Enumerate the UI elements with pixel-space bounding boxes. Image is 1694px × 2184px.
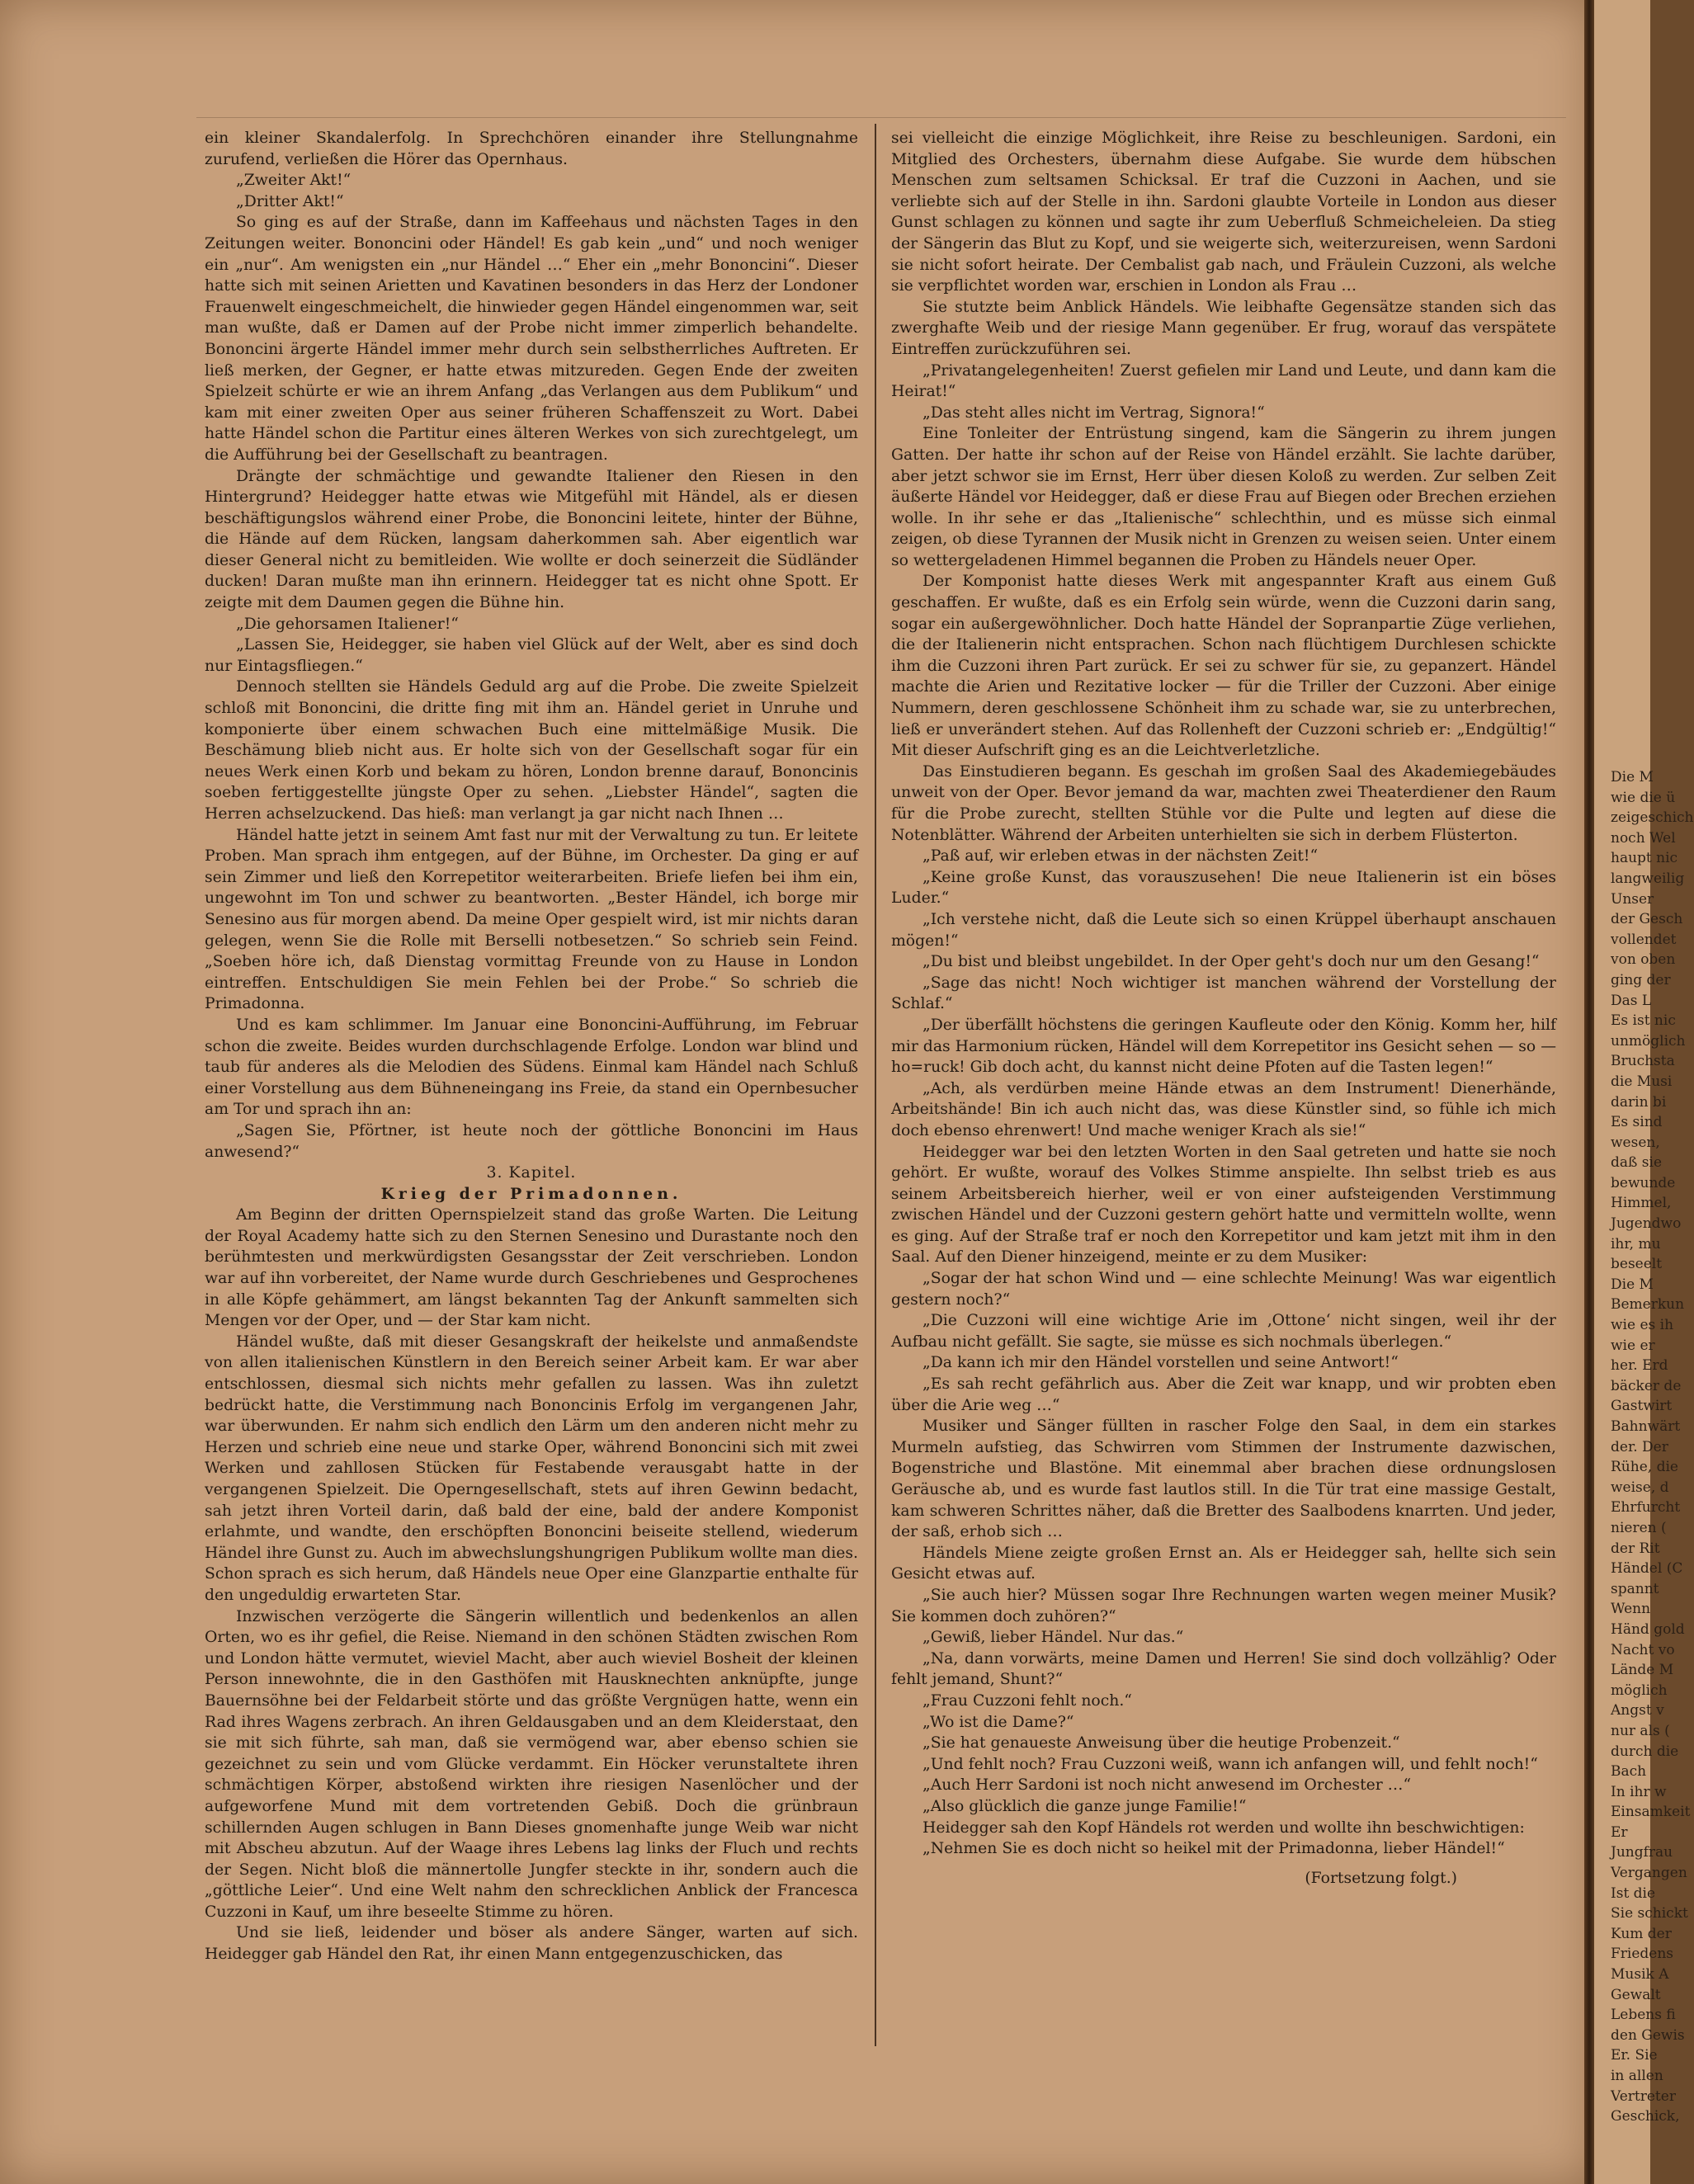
left-text-column [205, 128, 858, 1965]
paragraph: „Auch Herr Sardoni ist noch nicht anwesend im Orchester …“ [922, 1776, 1412, 1795]
adjacent-page-fragment: wesen, [1611, 1134, 1660, 1151]
adjacent-page-fragment: haupt nic [1611, 850, 1678, 867]
paragraph: „Der überfällt höchstens die geringen Kaufleute oder den König. Komm her, hilf mir das Harmonium rücken, Händel will dem Korrepetitor ins Gesicht sehen — so — ho=ruck! Gib doch acht, du kannst nicht deine Pfoten auf die Tasten legen!“ [891, 1016, 1556, 1077]
paragraph: „Wo ist die Dame?“ [922, 1713, 1074, 1731]
adjacent-page-fragment: Musik A [1611, 1966, 1669, 1984]
adjacent-page-fragment: der Gesch [1611, 911, 1683, 928]
adjacent-page-fragment: Sie schickt [1611, 1905, 1688, 1922]
adjacent-page-fragment: Die M [1611, 769, 1654, 785]
adjacent-page-fragment: nur als ( [1611, 1722, 1670, 1739]
paragraph: „Da kann ich mir den Händel vorstellen und seine Antwort!“ [922, 1354, 1399, 1372]
paragraph: „Sage das nicht! Noch wichtiger ist manchen während der Vorstellung der Schlaf.“ [891, 974, 1556, 1013]
adjacent-page-fragment: Er. Sie [1611, 2047, 1658, 2064]
chapter-number: 3. Kapitel. [486, 1164, 577, 1182]
adjacent-page-fragment: Ehrfurcht [1611, 1499, 1681, 1517]
adjacent-page-fragment: den Gewis [1611, 2026, 1685, 2044]
adjacent-page-fragment: Kum der [1611, 1925, 1672, 1942]
adjacent-page-fragment: langweilig [1611, 870, 1685, 887]
adjacent-page-fragment: Die M [1611, 1276, 1654, 1293]
adjacent-page-fragment: Nacht vo [1611, 1641, 1675, 1658]
paragraph: Der Komponist hatte dieses Werk mit angespannter Kraft aus einem Guß geschaffen. Er wußte, daß es ein Erfolg sein würde, wenn die Cuzzoni darin sang, sogar ein außergewöhnlicher. Doch hatte Händel der Sopranpartie Züge verliehen, die der Italienerin nicht entsprachen. Schon nach flüchtigem Durchlesen schickte ihm die Cuzzoni ihren Part zurück. Er sei zu schwer für sie, zu gepanzert. Händel machte die Arien und Rezitative locker — für die Triller der Cuzzoni. Aber einige Nummern, deren geschlossene Schönheit ihm zu schade war, sie zu unterbrechen, ließ er unverändert stehen. Auf das Rollenheft der Cuzzoni schrieb er: „Endgültig!“ Mit dieser Aufschrift ging es an die Leichtverletzliche. [891, 573, 1556, 760]
paragraph: „Sie auch hier? Müssen sogar Ihre Rechnungen warten wegen meiner Musik? Sie kommen doch zuhören?“ [891, 1586, 1556, 1625]
paragraph: Am Beginn der dritten Opernspielzeit stand das große Warten. Die Leitung der Royal Academy hatte sich zu den Sternen Senesino und Durastante noch den berühmtesten und merkwürdigsten Gesangsstar der Zeit verschrieben. London war auf ihn vorbereitet, der Name wurde durch Geschriebenes und Gesprochenes in alle Köpfe gehämmert, am längst bekannten Tag der Ankunft sammelten sich Mengen vor der Oper, und — der Star kam nicht. [205, 1206, 858, 1330]
paragraph: Händel wußte, daß mit dieser Gesangskraft der heikelste und anmaßendste von allen italienischen Künstlern in den Bereich seiner Arbeit kam. Er war aber entschlossen, diesmal sich nichts mehr gefallen zu lassen. Was ihn zuletzt bedrückt hatte, die Verstimmung nach Bononcinis Erfolg im vergangenen Jahr, war überwunden. Er nahm sich endlich den Lärm um den anderen nicht mehr zu Herzen und schrieb eine neue und starke Oper, während Bononcini sich mit zwei Werken und zahllosen Stücken für Festabende verausgabt hatte in der vergangenen Spielzeit. Die Operngesellschaft, stets auf ihren Gewinn bedacht, sah jetzt ihren Vorteil darin, daß bald der eine, bald der andere Komponist erlahmte, und wandte, den erschöpften Bononcini beiseite stellend, wiederum Händel ihre Gunst zu. Auch im abwechslungshungrigen Publikum wollte man dies. Schon sprach es sich herum, daß Händels neue Oper eine Glanzpartie enthalte für den ungeduldig erwarteten Star. [205, 1333, 858, 1604]
adjacent-page-fragment: noch Wel [1611, 829, 1676, 847]
book-spine [1584, 0, 1594, 2184]
adjacent-page-fragment: Händ gold [1611, 1620, 1685, 1638]
paragraph: „Und fehlt noch? Frau Cuzzoni weiß, wann ich anfangen will, und fehlt noch!“ [922, 1755, 1538, 1773]
adjacent-page-fragment: bäcker de [1611, 1377, 1682, 1394]
paragraph: ein kleiner Skandalerfolg. In Sprechchören einander ihre Stellungnahme zurufend, verließen die Hörer das Opernhaus. [205, 130, 858, 168]
adjacent-page-fragment: Himmel, [1611, 1195, 1672, 1212]
paragraph: „Sie hat genaueste Anweisung über die heutige Probenzeit.“ [922, 1734, 1400, 1752]
paragraph: „Du bist und bleibst ungebildet. In der Oper geht's doch nur um den Gesang!“ [922, 953, 1540, 971]
adjacent-page-fragment: Wenn [1611, 1601, 1651, 1618]
adjacent-page-fragment: durch die [1611, 1743, 1679, 1760]
adjacent-page-fragment: die Musi [1611, 1073, 1673, 1090]
adjacent-page-fragment: zeigeschich [1611, 809, 1694, 827]
paragraph: „Es sah recht gefährlich aus. Aber die Zeit war knapp, und wir probten eben über die Arie weg …“ [891, 1375, 1556, 1414]
paragraph: Drängte der schmächtige und gewandte Italiener den Riesen in den Hintergrund? Heidegger hatte etwas wie Mitgefühl mit Händel, als er diesen beschäftigungslos während einer Probe, die Bononcini leitete, hinter der Bühne, die Hände auf dem Rücken, langsam daherkommen sah. Aber eigentlich war dieser General nicht zu bemitleiden. Wie wollte er doch seinerzeit die Südländer ducken! Daran mußte man ihn erinnern. Heidegger tat es nicht ohne Spott. Er zeigte mit dem Daumen gegen die Bühne hin. [205, 467, 858, 612]
adjacent-page-fragment: Bruchsta [1611, 1053, 1675, 1070]
adjacent-page-fragment: Friedens [1611, 1946, 1674, 1963]
adjacent-page-fragment: nieren ( [1611, 1519, 1667, 1536]
paragraph: „Gewiß, lieber Händel. Nur das.“ [922, 1629, 1184, 1647]
adjacent-page-fragment: Es ist nic [1611, 1012, 1676, 1030]
adjacent-page-fragment: unmöglich [1611, 1032, 1686, 1050]
adjacent-page-edge [1594, 0, 1694, 2184]
paragraph: Und sie ließ, leidender und böser als andere Sänger, warten auf sich. Heidegger gab Händel den Rat, ihr einen Mann entgegenzuschicken, das [205, 1924, 858, 1964]
paragraph: „Also glücklich die ganze junge Familie!“ [922, 1797, 1247, 1815]
paragraph: Das Einstudieren begann. Es geschah im großen Saal des Akademiegebäudes unweit von der Oper. Bevor jemand da war, machten zwei Theaterdiener den Raum für die Probe zurecht, stellten Stühle vor die Pulte und legten auf diese die Notenblätter. Während der Arbeiten unterhielten sie sich in derbem Flüsterton. [891, 762, 1556, 844]
paragraph: „Das steht alles nicht im Vertrag, Signora!“ [922, 403, 1265, 422]
adjacent-page-fragment: in allen [1611, 2068, 1663, 2084]
paragraph: Sie stutzte beim Anblick Händels. Wie leibhafte Gegensätze standen sich das zwerghafte Weib und der riesige Mann gegenüber. Er frug, worauf das verspätete Eintreffen zurückzuführen sei. [891, 298, 1556, 358]
paragraph: „Dritter Akt!“ [236, 192, 344, 210]
adjacent-page-fragment: wie er [1611, 1337, 1655, 1354]
adjacent-page-fragment: möglich [1611, 1682, 1668, 1699]
adjacent-page-fragment: ihr, mu [1611, 1235, 1661, 1252]
adjacent-page-fragment: Es sind [1611, 1114, 1663, 1131]
adjacent-page-fragment: Bach [1611, 1763, 1647, 1781]
adjacent-page-fragment: beseelt [1611, 1256, 1663, 1273]
adjacent-page-fragment: von oben [1611, 951, 1676, 969]
paragraph: Musiker und Sänger füllten in rascher Folge den Saal, in dem ein starkes Murmeln aufstieg, das Schwirren vom Stimmen der Instrumente dazwischen, Bogenstriche und Blastöne. Mit einemmal aber brachen diese ordnungslosen Geräusche ab, und es wurde fast lautlos still. In die Tür trat eine massige Gestalt, kam schweren Schrittes näher, daß die Bretter des Saalbodens knarrten. Und jeder, der saß, erhob sich … [891, 1417, 1556, 1541]
adjacent-page-fragment: Angst v [1611, 1702, 1664, 1719]
paragraph: „Ach, als verdürben meine Hände etwas an dem Instrument! Dienerhände, Arbeitshände! Bin ich auch nicht das, was diese Künstler sind, so fühle ich mich doch ebenso ehrenwert! Und mache weniger Krach als sie!“ [891, 1079, 1556, 1139]
chapter-title: Krieg der Primadonnen. [380, 1184, 682, 1203]
adjacent-page-fragment: Unser [1611, 890, 1654, 908]
adjacent-page-fragment: daß sie [1611, 1154, 1662, 1172]
adjacent-page-fragment: Ist die [1611, 1884, 1656, 1902]
paragraph: „Na, dann vorwärts, meine Damen und Herren! Sie sind doch vollzählig? Oder fehlt jemand, Shunt?“ [891, 1649, 1556, 1689]
adjacent-page-fragment: Lebens fi [1611, 2007, 1676, 2024]
paragraph: „Die gehorsamen Italiener!“ [236, 615, 459, 633]
adjacent-page-fragment: spannt [1611, 1580, 1659, 1597]
adjacent-page-fragment: weise, d [1611, 1479, 1669, 1496]
adjacent-page-fragment: ging der [1611, 971, 1671, 988]
adjacent-page-fragment: Gastwirt [1611, 1398, 1673, 1415]
paragraph: sei vielleicht die einzige Möglichkeit, ihre Reise zu beschleunigen. Sardoni, ein Mitglied des Orchesters, übernahm diese Aufgabe. Sie wurde dem hübschen Menschen zum seltsamen Schicksal. Er traf die Cuzzoni in Aachen, und sie verliebte sich auf der Stelle in ihn. Sardoni glaubte Vorteile in London aus dieser Gunst schlagen zu können und sagte ihr zum Ueberfluß Schmeicheleien. Da stieg der Sängerin das Blut zu Kopf, und sie weigerte sich, weiterzureisen, wenn Sardoni sie nicht sofort heirate. Der Cembalist gab nach, und Fräulein Cuzzoni, als welche sie verpflichtet worden war, erschien in London als Frau … [891, 130, 1556, 295]
top-rule [196, 117, 1566, 118]
paragraph: „Nehmen Sie es doch nicht so heikel mit der Primadonna, lieber Händel!“ [922, 1840, 1505, 1858]
column-divider [875, 124, 876, 2046]
adjacent-page-fragment: der Rit [1611, 1540, 1660, 1557]
paragraph: Dennoch stellten sie Händels Geduld arg auf die Probe. Die zweite Spielzeit schloß mit Bononcini, die dritte fing mit ihm an. Händel geriet in Unruhe und komponierte über einem schwachen Buch eine mittelmäßige Musik. Die Beschämung blieb nicht aus. Er holte sich von der Gesellschaft sogar für ein neues Werk einen Korb und bekam zu hören, London brenne darauf, Bononcinis soeben fertiggestellte jüngste Oper zu sehen. „Liebster Händel“, sagten die Herren achselzuckend. Das hieß: man verlangt ja gar nicht nach Ihnen … [205, 678, 858, 823]
right-text-column [891, 128, 1556, 1889]
paragraph: Händel hatte jetzt in seinem Amt fast nur mit der Verwaltung zu tun. Er leitete Proben. Man sprach ihm entgegen, auf der Bühne, im Orchester. Da ging er auf sein Zimmer und ließ den Korrepetitor weiterarbeiten. Briefe liefen bei ihm ein, ungewohnt im Ton und schwer zu beantworten. „Bester Händel, ich borge mir Senesino aus für morgen abend. Da meine Oper gespielt wird, ist mir nichts daran gelegen, wenn Sie die Rolle mit Berselli notbesetzen.“ So schrieb sein Feind. „Soeben höre ich, daß Dienstag vormittag Freunde von zu Hause in London eintreffen. Entschuldigen Sie mein Fehlen bei der Probe.“ So schrieb die Primadonna. [205, 826, 858, 1013]
paragraph: „Die Cuzzoni will eine wichtige Arie im ‚Ottone‘ nicht singen, weil ihr der Aufbau nicht gefällt. Sie sagte, sie müsse es sich nochmals überlegen.“ [891, 1312, 1556, 1351]
adjacent-page-fragment: wie die ü [1611, 789, 1676, 806]
paragraph: Händels Miene zeigte großen Ernst an. Als er Heidegger sah, hellte sich sein Gesicht etwas auf. [891, 1544, 1556, 1583]
continuation-note: (Fortsetzung folgt.) [1305, 1869, 1457, 1887]
paragraph: „Lassen Sie, Heidegger, sie haben viel Glück auf der Welt, aber es sind doch nur Eintagsfliegen.“ [205, 636, 858, 675]
paragraph: Inzwischen verzögerte die Sängerin willentlich und bedenkenlos an allen Orten, wo es ihr gefiel, die Reise. Niemand in den schönen Städten zwischen Rom und London hätte vermutet, wieviel Macht, aber auch wieviel Bosheit der kleinen Person innewohnte, die in den Gasthöfen mit Hausknechten anknüpfte, junge Bauernsöhne bei der Feldarbeit störte und das größte Vergnügen hatte, wenn ein Rad ihres Wagens zerbrach. An ihren Geldausgaben und an dem Kleiderstaat, den sie mit sich führte, sah man, daß sie vermögend war, aber ebenso schien sie gezeichnet zu sein und vom Glücke verdammt. Ein Höcker verunstaltete ihren schmächtigen Körper, abstoßend wirkten ihre riesigen Nasenlöcher und der aufgeworfene Mund mit dem vortretenden Gebiß. Doch die grünbraun schillernden Augen schlugen in Bann Dieses gnomenhafte junge Weib war nicht mit Abscheu abzutun. Auf der Waage ihres Lebens lag links der Fluch und rechts der Segen. Nicht bloß die männertolle Jungfer steckte in ihr, sondern auch die „göttliche Leier“. Und eine Welt nahm den schrecklichen Anblick der Francesca Cuzzoni in Kauf, um ihre beseelte Stimme zu hören. [205, 1607, 858, 1921]
adjacent-page-fragment: her. Erd [1611, 1357, 1668, 1375]
paragraph: „Ich verstehe nicht, daß die Leute sich so einen Krüppel überhaupt anschauen mögen!“ [891, 910, 1556, 950]
adjacent-page-fragment: In ihr w [1611, 1783, 1667, 1800]
adjacent-page-fragment: Einsamkeit [1611, 1804, 1691, 1821]
adjacent-page-text [1594, 767, 1694, 2127]
paragraph: Und es kam schlimmer. Im Januar eine Bononcini-Aufführung, im Februar schon die zweite. Beides wurden durchschlagende Erfolge. London war blind und taub für anderes als die Melodien des Südens. Einmal kam Händel nach Schluß einer Vorstellung aus dem Bühneneingang ins Freie, da stand ein Opernbesucher am Tor und sprach ihn an: [205, 1016, 858, 1119]
adjacent-page-fragment: Gewalt [1611, 1986, 1661, 2003]
adjacent-page-fragment: Er [1611, 1823, 1628, 1841]
adjacent-page-fragment: vollendet [1611, 931, 1677, 948]
adjacent-page-fragment: der. Der [1611, 1438, 1668, 1455]
paragraph: „Privatangelegenheiten! Zuerst gefielen mir Land und Leute, und dann kam die Heirat!“ [891, 361, 1556, 401]
paragraph: „Keine große Kunst, das vorauszusehen! Die neue Italienerin ist ein böses Luder.“ [891, 868, 1556, 908]
adjacent-page-fragment: darin bi [1611, 1093, 1667, 1111]
adjacent-page-fragment: Vertreter [1611, 2087, 1676, 2105]
paragraph: Heidegger war bei den letzten Worten in den Saal getreten und hatte sie noch gehört. Er wußte, worauf des Volkes Stimme anspielte. Ihn selbst trieb es aus seinem Arbeitsbereich hierher, weil er von einer aufsteigenden Verstimmung zwischen Händel und der Cuzzoni gestern gehört hatte und vermitteln wollte, wenn es ging. Auf der Straße traf er noch den Korrepetitor und kam jetzt mit ihm in den Saal. Auf den Diener hinzeigend, meinte er zu dem Musiker: [891, 1143, 1556, 1267]
paragraph: „Zweiter Akt!“ [236, 172, 352, 190]
paragraph: „Frau Cuzzoni fehlt noch.“ [922, 1691, 1132, 1710]
paragraph: Eine Tonleiter der Entrüstung singend, kam die Sängerin zu ihrem jungen Gatten. Der hatte ihr schon auf der Reise von Händel erzählt. Sie lachte darüber, aber jetzt schwor sie im Ernst, Herr über diesen Koloß zu werden. Zur selben Zeit äußerte Händel vor Heidegger, daß er diese Frau auf Biegen oder Brechen erziehen wolle. In ihr sehe er das „Italienische“ schlechthin, und es müsse sich einmal zeigen, ob diese Tyrannen der Musik nicht in Grenzen zu weisen seien. Unter einem so wettergeladenen Himmel begannen die Proben zu Händels neuer Oper. [891, 425, 1556, 569]
paragraph: „Paß auf, wir erleben etwas in der nächsten Zeit!“ [922, 847, 1319, 866]
adjacent-page-fragment: Händel (C [1611, 1560, 1683, 1578]
paragraph: So ging es auf der Straße, dann im Kaffeehaus und nächsten Tages in den Zeitungen weiter. Bononcini oder Händel! Es gab kein „und“ und noch weniger ein „nur“. Am wenigsten ein „nur Händel …“ Eher ein „mehr Bononcini“. Dieser hatte sich mit seinen Arietten und Kavatinen besonders in das Herz der Londoner Frauenwelt eingeschmeichelt, die hinwieder gegen Händel eingenommen war, seit man wußte, daß er Damen auf der Probe nicht immer zimperlich behandelte. Bononcini ärgerte Händel immer mehr durch sein selbstherrliches Auftreten. Er ließ merken, der Gegner, er hatte etwas mitzureden. Gegen Ende der zweiten Spielzeit schürte er wie an ihrem Anfang „das Verlangen aus dem Publikum“ und kam mit einer zweiten Oper aus seiner früheren Schaffenszeit zu Wort. Dabei hatte Händel schon die Partitur eines älteren Werkes von sich zurechtgelegt, um die Aufführung bei der Gesellschaft zu beantragen. [205, 214, 858, 464]
adjacent-page-fragment: Rühe, die [1611, 1459, 1678, 1476]
adjacent-page-fragment: Jugendwo [1611, 1215, 1682, 1233]
adjacent-page-fragment: Bemerkun [1611, 1296, 1685, 1314]
adjacent-page-fragment: Bahnwärt [1611, 1418, 1681, 1435]
adjacent-page-fragment: bewunde [1611, 1174, 1676, 1191]
paragraph: „Sogar der hat schon Wind und — eine schlechte Meinung! Was war eigentlich gestern noch?“ [891, 1270, 1556, 1309]
adjacent-page-fragment: Jungfrau [1611, 1844, 1673, 1861]
adjacent-page-fragment: Das L [1611, 992, 1652, 1009]
adjacent-page-fragment: Geschick, [1611, 2108, 1680, 2125]
adjacent-page-fragment: wie es ih [1611, 1317, 1674, 1334]
paragraph: Heidegger sah den Kopf Händels rot werden und wollte ihn beschwichtigen: [922, 1818, 1525, 1837]
adjacent-page-fragment: Lände M [1611, 1662, 1674, 1679]
paragraph: „Sagen Sie, Pförtner, ist heute noch der göttliche Bononcini im Haus anwesend?“ [205, 1121, 858, 1161]
adjacent-page-fragment: Vergangen [1611, 1865, 1687, 1882]
